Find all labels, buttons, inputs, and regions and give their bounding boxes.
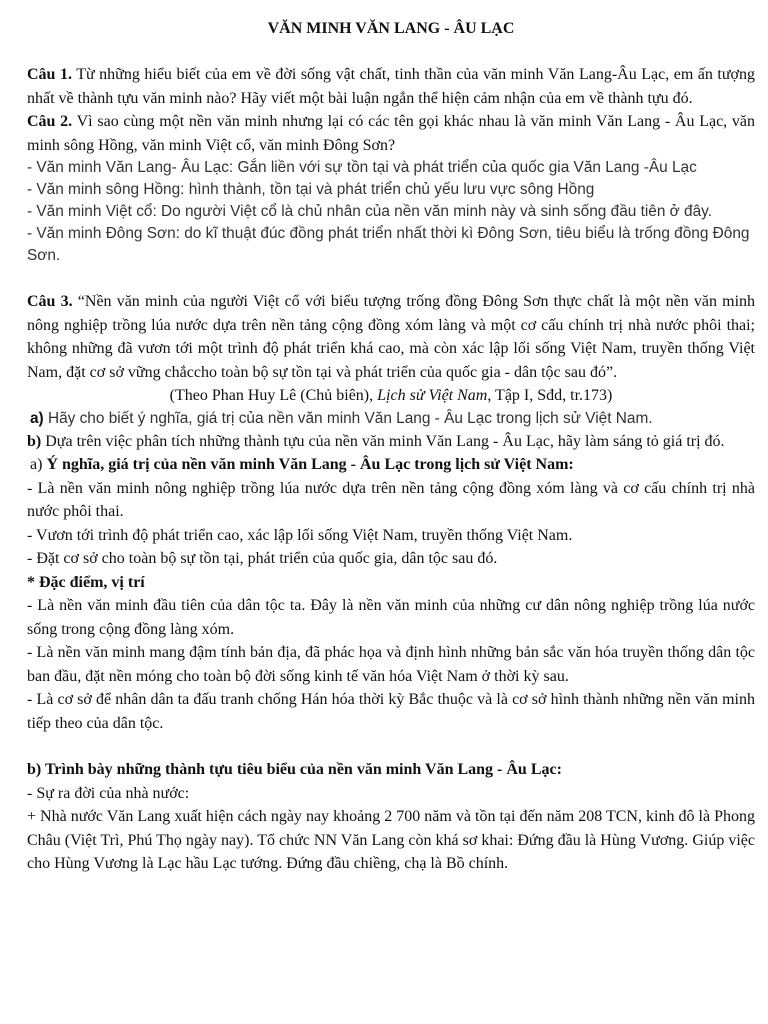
page-title: VĂN MINH VĂN LANG - ÂU LẠC xyxy=(267,20,515,37)
quote-source-pre: (Theo Phan Huy Lê (Chủ biên), xyxy=(169,387,378,404)
quote-source-post: , Tập I, Sđd, tr.173) xyxy=(487,387,613,404)
quote-source-book: Lịch sử Việt Nam xyxy=(377,387,488,404)
characteristics-heading xyxy=(27,571,755,595)
answer-a-prefix: a) xyxy=(30,456,47,473)
question-2-answer-4: - Văn minh Đông Sơn: do kĩ thuật đúc đồng phát triển nhất thời kì Đông Sơn, tiêu biểu là trống đồng Đông Sơn. xyxy=(27,225,750,264)
question-3a-text: Hãy cho biết ý nghĩa, giá trị của nền văn minh Văn Lang - Âu Lạc trong lịch sử Việt Nam. xyxy=(43,409,653,427)
characteristics-item-1: - Là nền văn minh đầu tiên của dân tộc ta. Đây là nền văn minh của những cư dân nông nghiệp trồng lúa nước sống trong cộng đồng làng xóm. xyxy=(27,597,755,638)
question-2-answer-1: - Văn minh Văn Lang- Âu Lạc: Gắn liền với sự tồn tại và phát triển của quốc gia Văn Lang -Âu Lạc xyxy=(27,159,697,176)
spacer xyxy=(27,267,755,290)
quote-source xyxy=(27,384,755,408)
characteristics-item-3: - Là cơ sở để nhân dân ta đấu tranh chống Hán hóa thời kỳ Bắc thuộc và là cơ sở hình thành những nền văn minh tiếp theo của dân tộc. xyxy=(27,691,755,732)
question-2-label: Câu 2. xyxy=(27,113,73,130)
answer-b-item-1: - Sự ra đời của nhà nước: xyxy=(27,784,190,802)
answer-a-item-3: - Đặt cơ sở cho toàn bộ sự tồn tại, phát triển của quốc gia, dân tộc sau đó. xyxy=(27,550,498,567)
answer-a-item-2: - Vươn tới trình độ phát triển cao, xác lập lối sống Việt Nam, truyền thống Việt Nam. xyxy=(27,526,573,544)
question-2-text: Vì sao cùng một nền văn minh nhưng lại có các tên gọi khác nhau là văn minh Văn Lang - Âu Lạc, văn minh sông Hồng, văn minh Việt cổ, văn minh Đông Sơn? xyxy=(27,113,756,154)
characteristics-heading-text: * Đặc điểm, vị trí xyxy=(27,573,145,591)
question-1-label: Câu 1. xyxy=(27,66,72,83)
question-1 xyxy=(27,63,755,110)
question-2-answer-3: - Văn minh Việt cổ: Do người Việt cổ là chủ nhân của nền văn minh này và sinh sống đầu tiên ở đây. xyxy=(27,203,713,220)
question-3-quote: “Nền văn minh của người Việt cổ với biểu tượng trống đồng Đông Sơn thực chất là một nền văn minh nông nghiệp trồng lúa nước dựa trên nền tảng cộng đồng xóm làng và một cơ cấu chính trị nhà nước phôi thai; không những đã vươn tới một trình độ phát triển khá cao, mà còn xác lập lối sống Việt Nam, truyền thống Việt Nam, đặt cơ sở vững chắccho toàn bộ sự tồn tại và phát triển của quốc gia - dân tộc sau đó”. xyxy=(27,293,756,381)
answer-a-heading-text: Ý nghĩa, giá trị của nền văn minh Văn Lang - Âu Lạc trong lịch sử Việt Nam: xyxy=(46,456,574,473)
answer-a-heading xyxy=(27,453,755,477)
question-3b xyxy=(27,430,755,454)
answer-b-heading xyxy=(27,758,755,782)
question-3a xyxy=(27,408,755,430)
question-2 xyxy=(27,110,755,157)
question-3a-label: a) xyxy=(30,409,44,427)
question-3-label: Câu 3. xyxy=(27,293,73,310)
question-3b-text: Dựa trên việc phân tích những thành tựu của nền văn minh Văn Lang - Âu Lạc, hãy làm sáng tỏ giá trị đó. xyxy=(41,432,725,450)
question-3 xyxy=(27,290,755,384)
question-3b-label: b) xyxy=(27,432,42,450)
spacer xyxy=(27,735,755,758)
question-2-answer-2: - Văn minh sông Hồng: hình thành, tồn tại và phát triển chủ yếu lưu vực sông Hồng xyxy=(27,181,595,198)
answer-b-heading-text: b) Trình bày những thành tựu tiêu biểu của nền văn minh Văn Lang - Âu Lạc: xyxy=(27,761,562,778)
characteristics-item-2: - Là nền văn minh mang đậm tính bản địa, đã phác họa và định hình những bản sắc văn hóa truyền thống dân tộc ban đầu, đặt nền móng cho toàn bộ đời sống kinh tế văn hóa Việt Nam ở thời kỳ sau. xyxy=(27,644,755,685)
answer-b-item-2: + Nhà nước Văn Lang xuất hiện cách ngày nay khoảng 2 700 năm và tồn tại đến năm 208 TCN, kinh đô là Phong Châu (Việt Trì, Phú Thọ ngày nay). Tổ chức NN Văn Lang còn khá sơ khai: Đứng đầu là Hùng Vương. Giúp việc cho Hùng Vương là Lạc hầu Lạc tướng. Đứng đầu chiềng, chạ là Bồ chính. xyxy=(27,808,755,872)
question-1-text: Từ những hiểu biết của em về đời sống vật chất, tinh thần của văn minh Văn Lang-Âu Lạc, em ấn tượng nhất về thành tựu văn minh nào? Hãy viết một bài luận ngắn thể hiện cảm nhận của em về thành tựu đó. xyxy=(27,66,756,107)
answer-a-item-1: - Là nền văn minh nông nghiệp trồng lúa nước dựa trên nền tảng cộng đồng xóm làng và cơ cấu chính trị nhà nước phôi thai. xyxy=(27,479,755,520)
